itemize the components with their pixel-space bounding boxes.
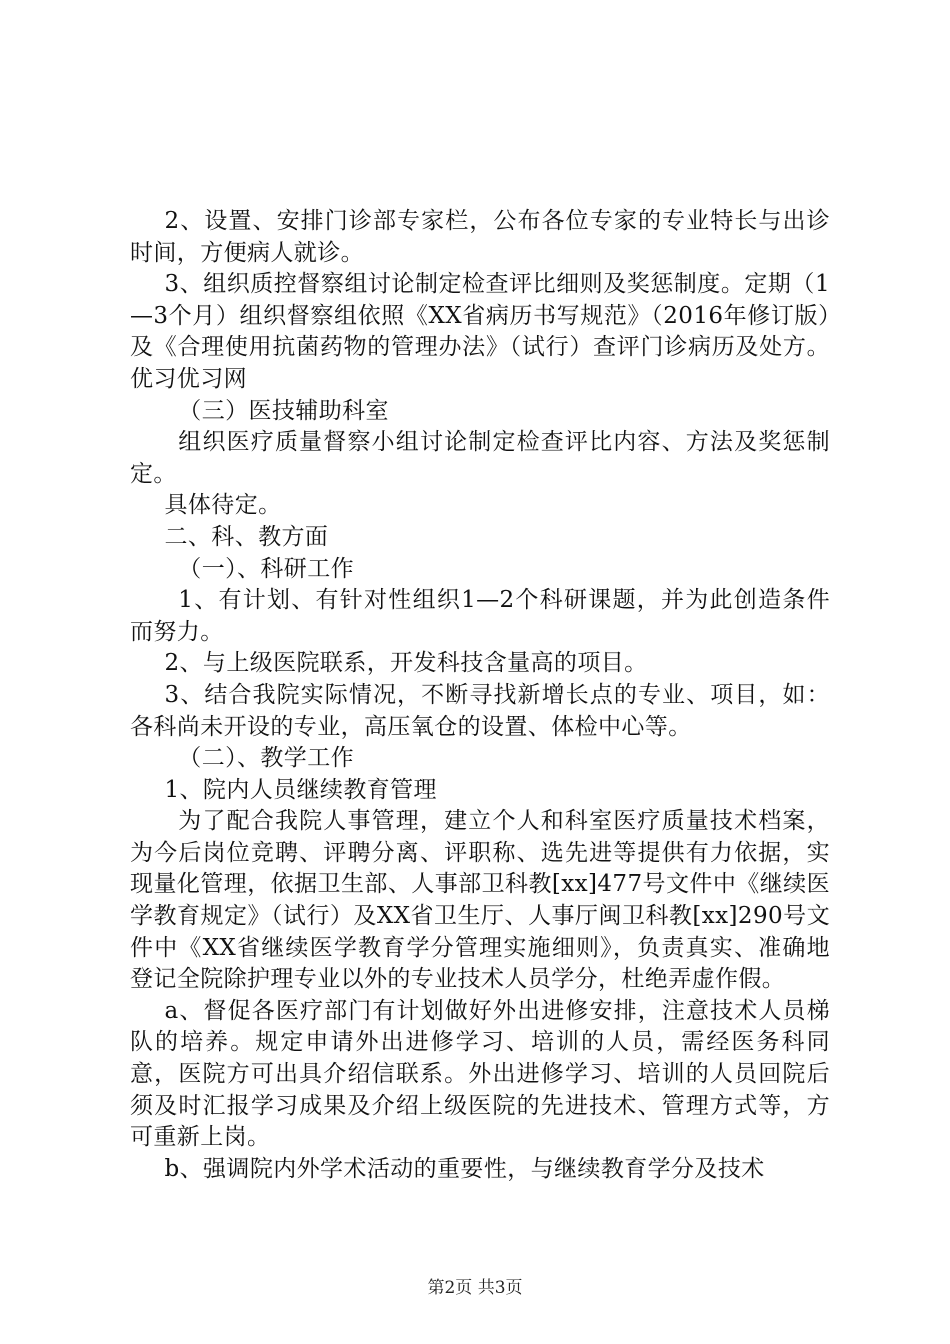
heading-continuing-education: 1、院内人员继续教育管理 — [164, 776, 437, 803]
document-body — [130, 206, 830, 1185]
heading-research-work: （一）、科研工作 — [178, 555, 354, 582]
paragraph-item-b: b、强调院内外学术活动的重要性，与继续教育学分及技术 — [164, 1155, 765, 1182]
paragraph-quality-supervision: 3、组织质控督察组讨论制定检查评比细则及奖惩制度。定期（1—3个月）组织督察组依照《XX省病历书写规范》（2016年修订版）及《合理使用抗菌药物的管理办法》（试行）查评门诊病历及处方。优习优习网 — [130, 271, 830, 392]
paragraph-supervision-group: 组织医疗质量督察小组讨论制定检查评比内容、方法及奖惩制定。 — [130, 429, 830, 487]
paragraph-personnel-management: 为了配合我院人事管理，建立个人和科室医疗质量技术档案，为今后岗位竞聘、评聘分离、评职称、选先进等提供有力依据，实现量化管理，依据卫生部、人事部卫科教[xx]477号文件中《继续医学教育规定》（试行）及XX省卫生厅、人事厅闽卫科教[xx]290号文件中《XX省继续医学教育学分管理实施细则》，负责真实、准确地登记全院除护理专业以外的专业技术人员学分，杜绝弄虚作假。 — [130, 808, 830, 993]
paragraph-research-topics: 1、有计划、有针对性组织1—2个科研课题，并为此创造条件而努力。 — [130, 587, 830, 645]
paragraph-item-a: a、督促各医疗部门有计划做好外出进修安排，注意技术人员梯队的培养。规定申请外出进修学习、培训的人员，需经医务科同意，医院方可出具介绍信联系。外出进修学习、培训的人员回院后须及时汇报学习成果及介绍上级医院的先进技术、管理方式等，方可重新上岗。 — [130, 997, 830, 1151]
paragraph-contact-superior-hospital: 2、与上级医院联系，开发科技含量高的项目。 — [164, 650, 648, 677]
page-number-footer: 第2页 共3页 — [427, 1278, 523, 1298]
heading-research-education: 二、科、教方面 — [164, 523, 329, 550]
paragraph-new-growth-points: 3、结合我院实际情况，不断寻找新增长点的专业、项目，如：各科尚未开设的专业，高压氧仓的设置、体检中心等。 — [130, 681, 830, 740]
paragraph-expert-column: 2、设置、安排门诊部专家栏，公布各位专家的专业特长与出诊时间，方便病人就诊。 — [130, 208, 830, 266]
paragraph-tbd: 具体待定。 — [164, 492, 282, 519]
heading-teaching-work: （二）、教学工作 — [178, 745, 354, 772]
heading-medical-tech-departments: （三）医技辅助科室 — [178, 397, 389, 424]
